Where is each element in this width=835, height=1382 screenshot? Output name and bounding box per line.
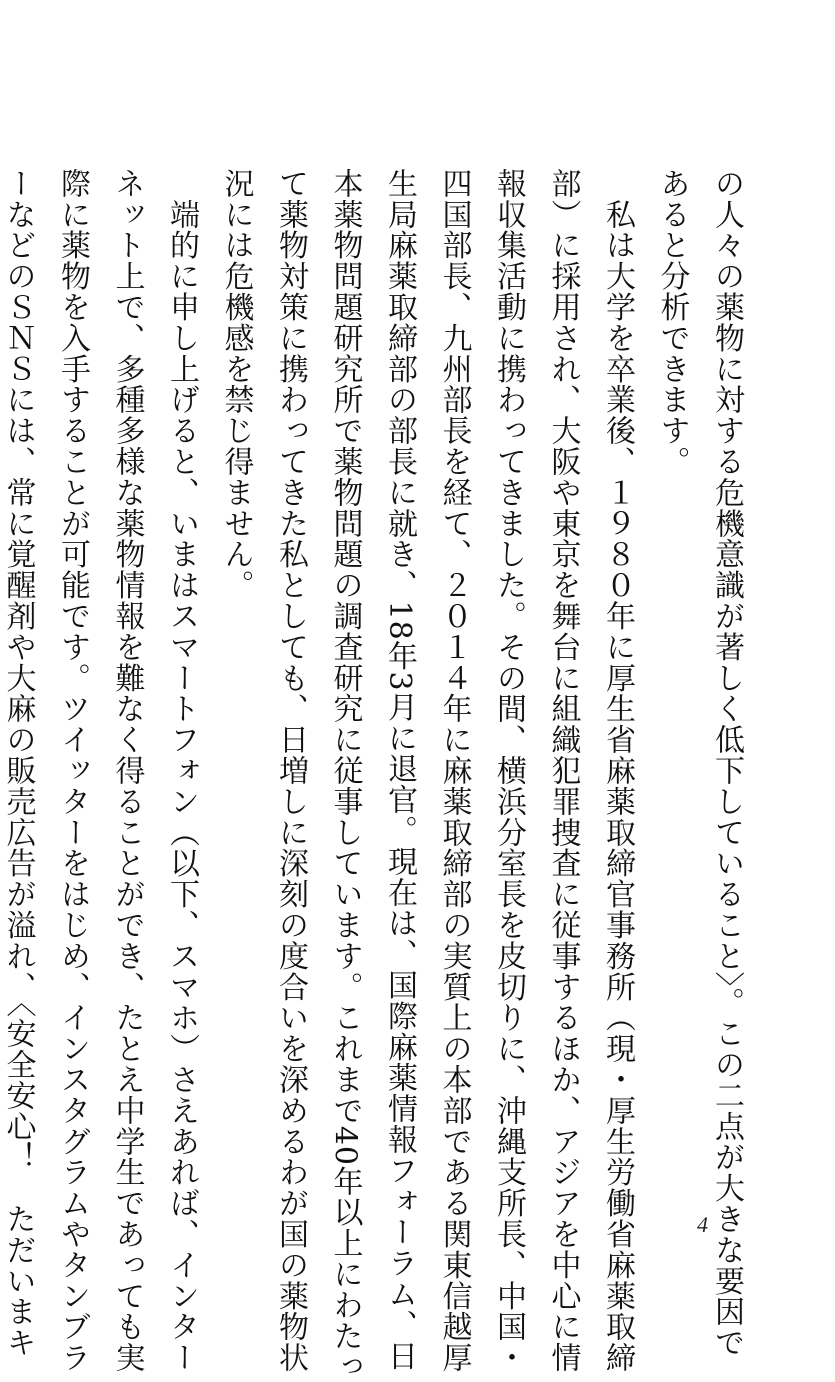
text-line: 報収集活動に携わってきました。その間、横浜分室長を皮切りに、沖縄支所長、中国・ (491, 168, 526, 1374)
text-line: 部）に採用され、大阪や東京を舞台に組織犯罪捜査に従事するほか、アジアを中心に情 (545, 168, 581, 1374)
text-line: 四国部長、九州部長を経て、２０１４年に麻薬取締部の実質上の本部である関東信越厚 (436, 168, 472, 1374)
text-line: 本薬物問題研究所で薬物問題の調査研究に従事しています。これまで40年以上にわたっ (327, 168, 363, 1382)
text-line: 生局麻薬取締部の部長に就き、18年3月に退官。現在は、国際麻薬情報フォーラム、日 (382, 168, 417, 1372)
text-line: ネット上で、多種多様な薬物情報を難なく得ることができ、たとえ中学生であっても実 (109, 168, 145, 1374)
text-line: 私は大学を卒業後、１９８０年に厚生省麻薬取締官事務所（現・厚生労働省麻薬取締 (600, 168, 635, 1374)
body-text-vertical (0, 168, 753, 1382)
text-line: ーなどのＳＮＳには、常に覚醒剤や大麻の販売広告が溢れ、〈安全安心！ ただいまキ (0, 168, 36, 1359)
text-line: て薬物対策に携わってきた私としても、日増しに深刻の度合いを深めるわが国の薬物状 (273, 168, 308, 1374)
text-line: の人々の薬物に対する危機意識が著しく低下していること〉。この二点が大きな要因で (709, 168, 744, 1359)
text-line: 際に薬物を入手することが可能です。ツイッターをはじめ、インスタグラムやタンブラ (55, 168, 90, 1374)
text-line: 況には危機感を禁じ得ません。 (218, 168, 254, 601)
page-number: 4 (697, 1212, 708, 1237)
text-line: 端的に申し上げると、いまはスマートフォン（以下、スマホ）さえあれば、インター (164, 168, 199, 1374)
text-line: あると分析できます。 (654, 168, 690, 477)
